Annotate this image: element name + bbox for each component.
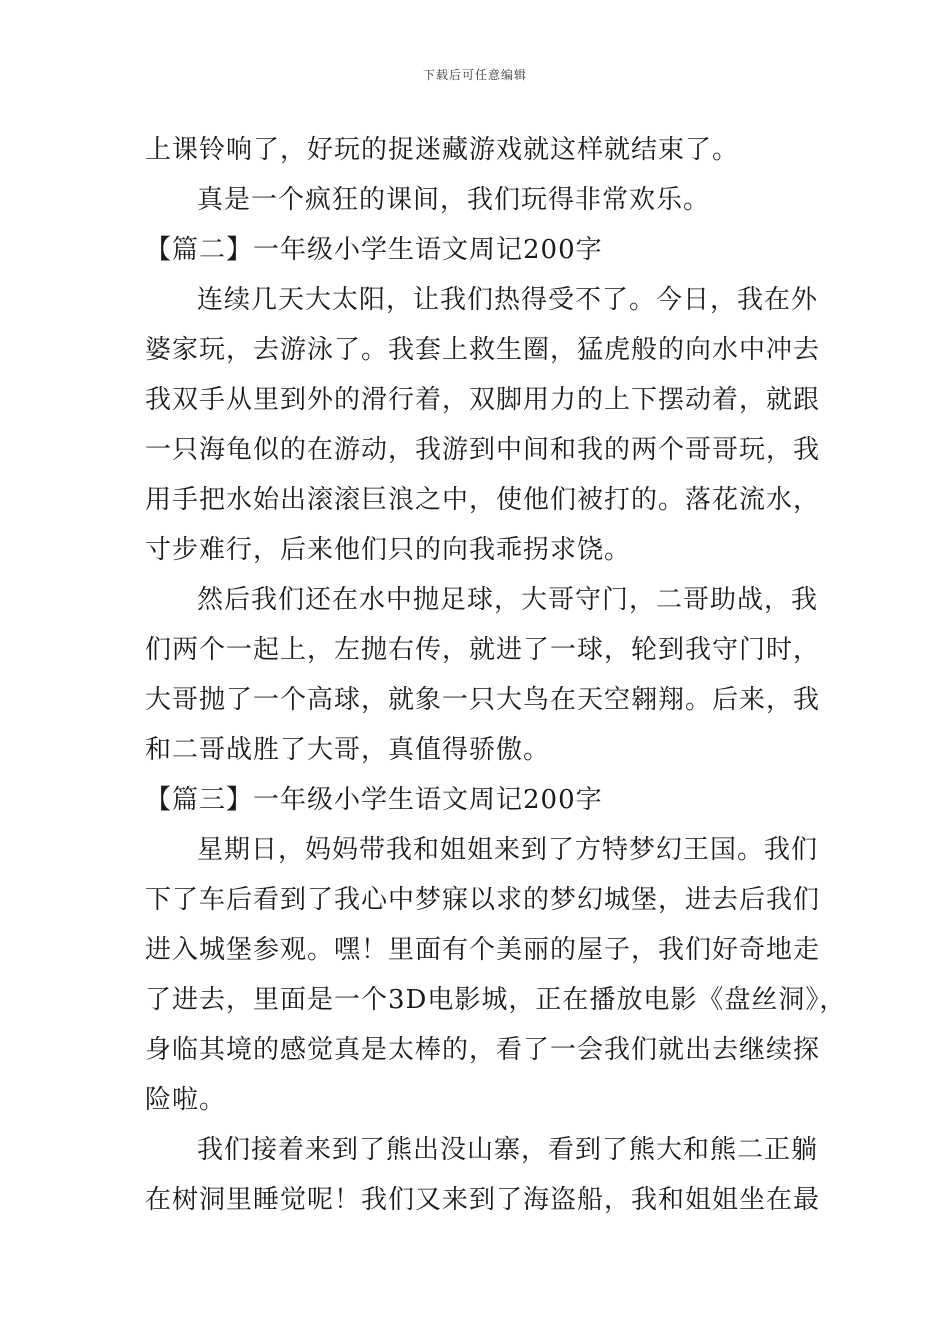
paragraph-line: 星期日，妈妈带我和姐姐来到了方特梦幻王国。我们 [197,835,819,865]
page-header: 下载后可任意编辑 [422,68,527,82]
paragraph-line: 进入城堡参观。嘿！里面有个美丽的屋子，我们好奇地走 [145,935,821,965]
paragraph-line: 寸步难行，后来他们只的向我乖拐求饶。 [145,535,632,565]
paragraph-line: 婆家玩，去游泳了。我套上救生圈，猛虎般的向水中冲去 [145,335,821,365]
paragraph-line: 连续几天大太阳，让我们热得受不了。今日，我在外 [197,285,819,315]
paragraph-line: 我们接着来到了熊出没山寨，看到了熊大和熊二正躺 [197,1135,819,1165]
paragraph-line: 上课铃响了，好玩的捉迷藏游戏就这样就结束了。 [145,135,740,165]
paragraph-line: 下了车后看到了我心中梦寐以求的梦幻城堡，进去后我们 [145,885,821,915]
paragraph-line: 用手把水始出滚滚巨浪之中，使他们被打的。落花流水， [145,485,821,515]
paragraph-line: 我双手从里到外的滑行着，双脚用力的上下摆动着，就跟 [145,385,821,415]
section-heading: 【篇三】一年级小学生语文周记200字 [145,785,603,815]
paragraph-line: 和二哥战胜了大哥，真值得骄傲。 [145,735,551,765]
section-heading: 【篇二】一年级小学生语文周记200字 [145,235,603,265]
paragraph-line: 大哥抛了一个高球，就象一只大鸟在天空翱翔。后来，我 [145,685,821,715]
paragraph-line: 险啦。 [145,1085,227,1115]
paragraph-line: 了进去，里面是一个3D电影城，正在播放电影《盘丝洞》， [145,985,847,1015]
paragraph-line: 真是一个疯狂的课间，我们玩得非常欢乐。 [197,185,711,215]
paragraph-line: 然后我们还在水中抛足球，大哥守门，二哥助战，我 [197,585,819,615]
paragraph-line: 一只海龟似的在游动，我游到中间和我的两个哥哥玩，我 [145,435,821,465]
paragraph-line: 们两个一起上，左抛右传，就进了一球，轮到我守门时， [145,635,821,665]
paragraph-line: 身临其境的感觉真是太棒的，看了一会我们就出去继续探 [145,1035,821,1065]
paragraph-line: 在树洞里睡觉呢！我们又来到了海盗船，我和姐姐坐在最 [145,1185,821,1215]
